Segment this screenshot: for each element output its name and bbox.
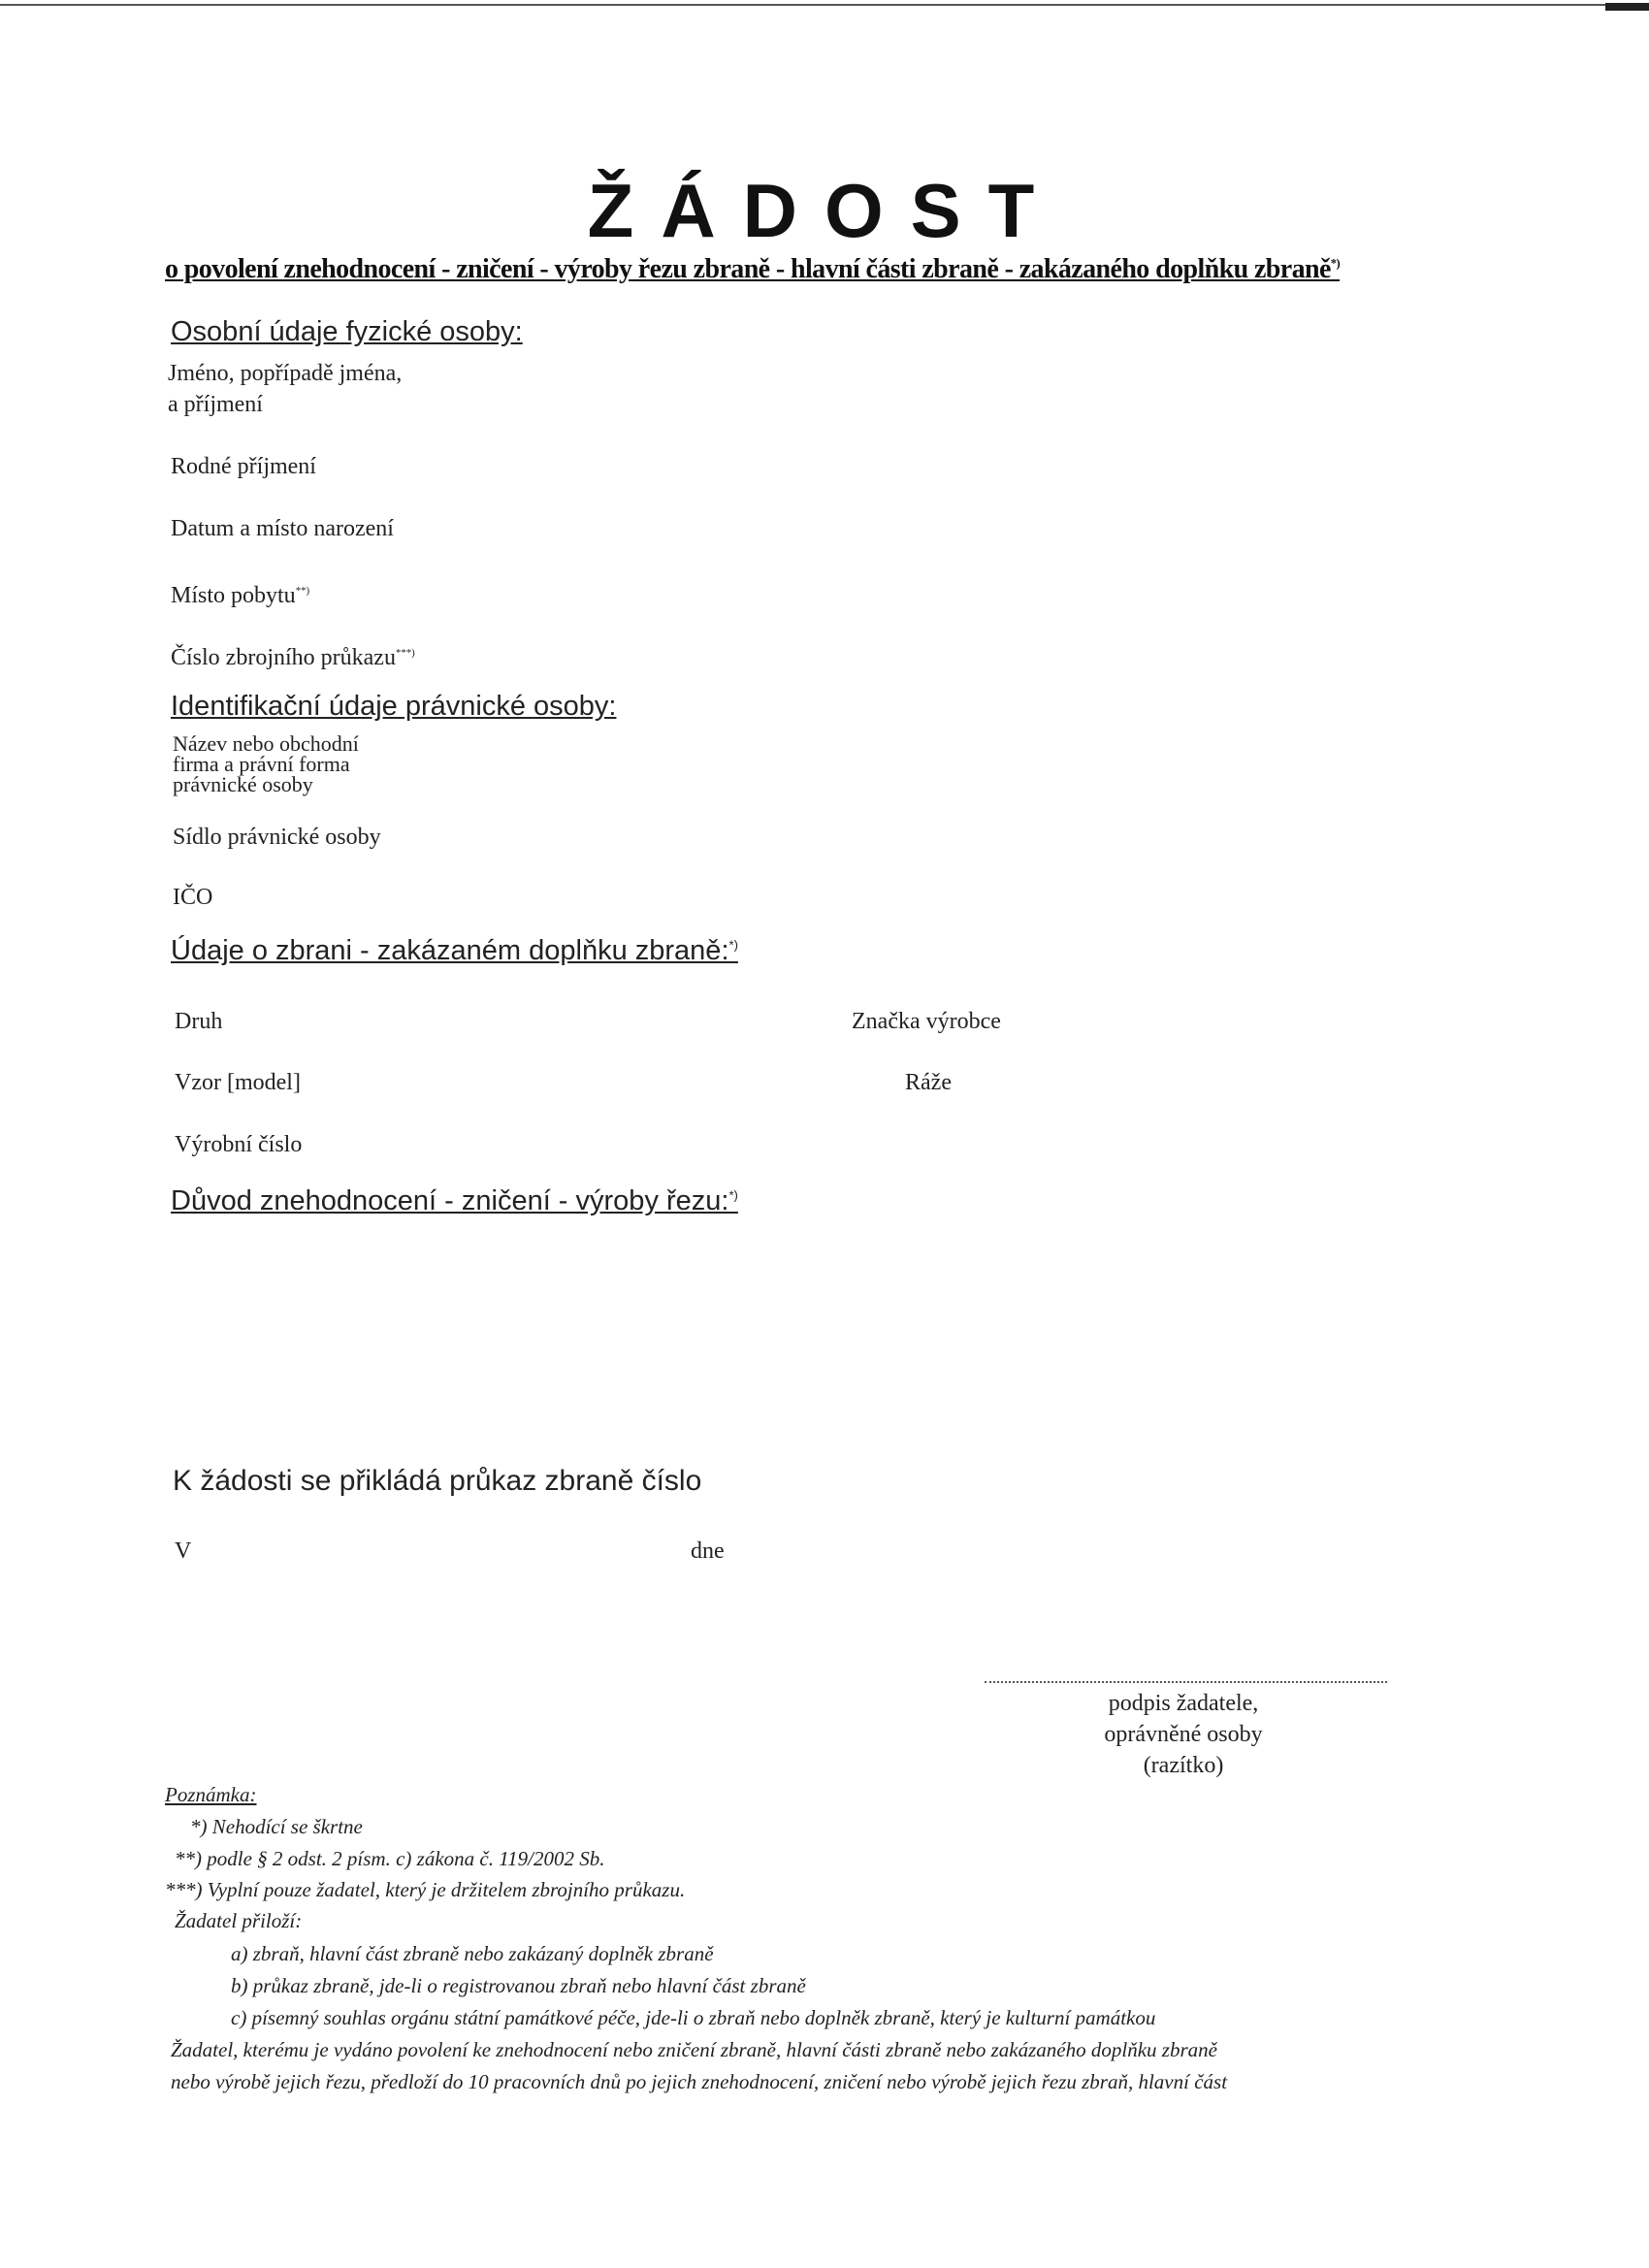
- label-legal-name-line1: Název nebo obchodní: [173, 731, 359, 756]
- signature-line: [985, 1681, 1387, 1683]
- label-license-number: [171, 638, 415, 672]
- note-final-line2: nebo výrobě jejich řezu, předloží do 10 pracovních dnů po jejich znehodnocení, zničení nebo výrobě jejich řezu zbraň, hlavní část: [171, 2070, 1228, 2093]
- section-person-heading: Osobní údaje fyzické osoby:: [171, 316, 523, 347]
- label-birth-date-place: Datum a místo narození: [171, 516, 394, 541]
- note-attach-b: b) průkaz zbraně, jde-li o registrovanou zbraň nebo hlavní část zbraně: [231, 1974, 806, 1997]
- label-weapon-serial: Výrobní číslo: [175, 1132, 303, 1157]
- label-weapon-model: Vzor [model]: [175, 1070, 301, 1095]
- note-attach-heading: Žadatel přiloží:: [175, 1909, 303, 1932]
- note-attach-c: c) písemný souhlas orgánu státní památkové péče, jde-li o zbraň nebo doplněk zbraně, který je kulturní památkou: [231, 2006, 1156, 2029]
- license-footnote-mark: ***): [395, 647, 415, 659]
- attachment-statement: K žádosti se přikládá průkaz zbraně číslo: [173, 1465, 702, 1497]
- license-text: Číslo zbrojního průkazu: [171, 645, 396, 670]
- label-place: V: [175, 1539, 192, 1564]
- label-birth-surname: Rodné příjmení: [171, 454, 316, 479]
- subtitle-footnote-mark: *): [1330, 256, 1341, 271]
- label-legal-name-line2: firma a právní forma: [173, 752, 350, 776]
- note-attach-a: a) zbraň, hlavní část zbraně nebo zakázaný doplněk zbraně: [231, 1942, 714, 1965]
- weapon-footnote-mark: *): [728, 937, 738, 953]
- label-weapon-caliber: Ráže: [905, 1070, 952, 1095]
- label-weapon-kind: Druh: [175, 1009, 223, 1034]
- subtitle-text: o povolení znehodnocení - zničení - výroby řezu zbraně - hlavní části zbraně - zakázaného doplňku zbraně: [165, 254, 1331, 284]
- label-weapon-brand: Značka výrobce: [852, 1009, 1001, 1034]
- top-corner-mark: [1605, 3, 1649, 11]
- residence-footnote-mark: **): [295, 585, 310, 597]
- signature-caption-line3: (razítko): [1143, 1753, 1224, 1778]
- label-name-line1: Jméno, popřípadě jména,: [168, 361, 403, 386]
- label-residence: [171, 576, 309, 610]
- label-name-line2: a příjmení: [168, 392, 263, 417]
- section-weapon-heading: [171, 935, 738, 967]
- reason-heading-text: Důvod znehodnocení - zničení - výroby řezu:: [171, 1185, 729, 1216]
- label-seat: Sídlo právnické osoby: [173, 825, 381, 850]
- note-2: **) podle § 2 odst. 2 písm. c) zákona č. 119/2002 Sb.: [175, 1847, 605, 1870]
- weapon-heading-text: Údaje o zbrani - zakázaném doplňku zbraně:: [171, 935, 729, 966]
- section-reason-heading: [171, 1185, 738, 1217]
- note-final-line1: Žadatel, kterému je vydáno povolení ke znehodnocení nebo zničení zbraně, hlavní části zbraně nebo zakázaného doplňku zbraně: [171, 2038, 1217, 2061]
- top-border-line: [0, 4, 1649, 6]
- signature-caption-line1: podpis žadatele,: [1108, 1691, 1259, 1716]
- residence-text: Místo pobytu: [171, 583, 296, 608]
- label-date: dne: [691, 1539, 725, 1564]
- reason-footnote-mark: *): [728, 1187, 738, 1203]
- signature-caption-line2: oprávněné osoby: [1104, 1722, 1263, 1747]
- page-title: ŽÁDOST: [587, 168, 1062, 253]
- page-subtitle: [165, 254, 1340, 285]
- note-3: ***) Vyplní pouze žadatel, který je držitelem zbrojního průkazu.: [165, 1878, 686, 1901]
- section-legal-heading: Identifikační údaje právnické osoby:: [171, 691, 617, 722]
- label-ico: IČO: [173, 885, 213, 910]
- label-legal-name-line3: právnické osoby: [173, 772, 313, 796]
- notes-heading: Poznámka:: [165, 1783, 257, 1806]
- note-1: *) Nehodící se škrtne: [190, 1815, 363, 1838]
